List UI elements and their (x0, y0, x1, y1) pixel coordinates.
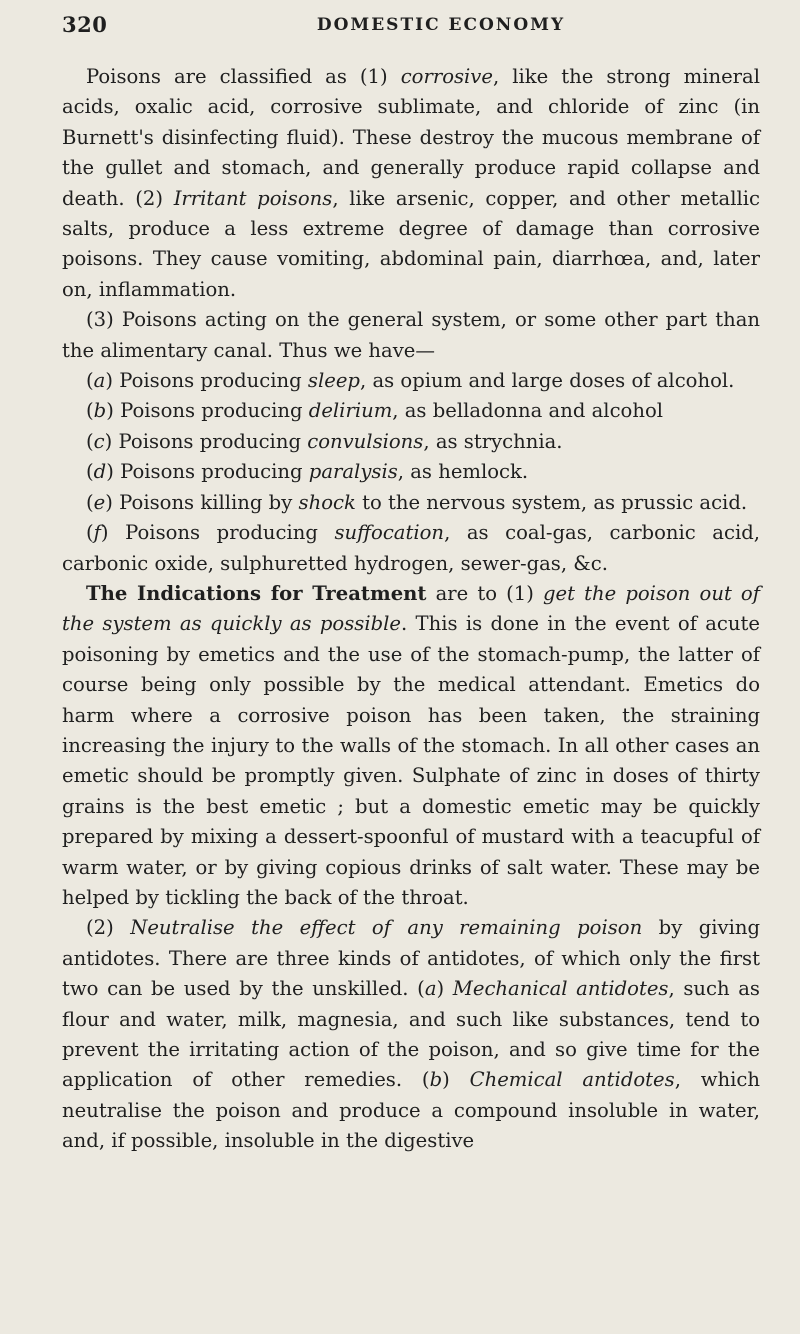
italic-term: sleep (307, 369, 360, 393)
text-run: Poisons are classified as (1) (86, 65, 401, 88)
text-run: , as coal-gas, carbonic acid, carbonic oxide, sulphuretted hydrogen, sewer-gas, &c. (62, 521, 761, 575)
text-run: ( (86, 429, 94, 453)
text-run: , as opium and large doses of alcohol. (359, 369, 735, 393)
item-letter: e (93, 490, 106, 514)
list-item-a (62, 366, 760, 396)
italic-term: Irritant poisons (173, 186, 333, 210)
text-run: to the nervous system, as prussic acid. (355, 490, 748, 514)
text-run: (2) (86, 916, 131, 940)
text-run: ) Poisons producing (105, 369, 308, 393)
text-run: , as hemlock. (397, 460, 529, 484)
text-run: , as strychnia. (423, 429, 563, 453)
item-letter: b (429, 1068, 443, 1092)
text-run: ( (86, 460, 94, 484)
italic-term: Chemical antidotes (469, 1068, 675, 1092)
page-number: 320 (62, 12, 108, 37)
text-run: ) Poisons producing (106, 460, 309, 484)
item-letter: b (93, 399, 107, 423)
running-head: DOMESTIC ECONOMY (316, 15, 566, 35)
item-letter: a (93, 369, 106, 393)
italic-phrase: get the poison out of the system as quickly as possible (62, 581, 760, 636)
text-run: by giving antidotes. There are three kinds of antidotes, of which only the first two can be used by the unskilled. ( (62, 916, 760, 1001)
text-run: ( (86, 490, 94, 514)
item-letter: c (93, 429, 105, 453)
italic-term: suffocation (334, 521, 445, 545)
list-item-f (62, 518, 760, 579)
text-run: ) Poisons producing (104, 429, 308, 453)
text-run: , as belladonna and alcohol (392, 399, 664, 423)
paragraph-general-system (62, 305, 760, 366)
text-run: , like arsenic, copper, and other metallic salts, produce a less extreme degree of damage than corrosive poisons. They cause vomiting, abdominal pain, diarrhœa, and, later on, inflammation. (62, 186, 760, 301)
text-run: , like the strong mineral acids, oxalic acid, corrosive sublimate, and chloride of zinc (in Burnett's disinfecting fluid). These destroy the mucous membrane of the gullet and stomach, and generally produce rapid collapse and death. (2) (62, 65, 760, 210)
italic-term: convulsions (307, 429, 424, 453)
text-run: ( (86, 399, 94, 423)
italic-term: Mechanical antidotes (452, 977, 669, 1001)
list-item-b (62, 396, 760, 426)
body-text (62, 62, 760, 1157)
item-letter: a (424, 977, 437, 1001)
page-header (62, 0, 760, 62)
text-run: , which neutralise the poison and produce a compound insoluble in water, and, if possible, insoluble in the digestive (62, 1068, 760, 1153)
list-item-e (62, 488, 760, 518)
text-run: ) (436, 977, 453, 1001)
italic-term: delirium (308, 399, 393, 423)
item-letter: d (93, 460, 107, 484)
paragraph-classification (62, 62, 760, 305)
italic-term: paralysis (308, 460, 398, 484)
text-run: ( (86, 521, 94, 545)
text-run: ) Poisons producing (106, 399, 309, 423)
text-run: ) (442, 1068, 470, 1092)
italic-phrase: Neutralise the effect of any remaining poison (130, 916, 643, 940)
text-run: . This is done in the event of acute poisoning by emetics and the use of the stomach-pump, the latter of course being only possible by the medical attendant. Emetics do harm where a corrosive poison has been taken, the straining increasing the injury to the walls of the stomach. In all other cases an emetic should be promptly given. Sulphate of zinc in doses of thirty grains is the best emetic ; but a domestic emetic may be quickly prepared by mixing a dessert-spoonful of mustard with a teacupful of warm water, or by giving copious drinks of salt water. These may be helped by tickling the back of the throat. (62, 612, 760, 909)
text-run: ( (86, 369, 94, 393)
text-run: , such as flour and water, milk, magnesia, and such like substances, tend to prevent the irritating action of the poison, and so give time for the application of other remedies. ( (62, 977, 760, 1092)
section-heading: The Indications for Treatment (86, 581, 427, 605)
italic-term: corrosive (400, 65, 493, 88)
text-run: ) Poisons killing by (105, 490, 299, 514)
list-item-d (62, 457, 760, 487)
text-run: ) Poisons producing (100, 521, 335, 545)
text-run: are to (1) (426, 581, 543, 605)
italic-term: shock (298, 490, 356, 514)
paragraph-treatment (62, 579, 760, 913)
list-item-c (62, 427, 760, 457)
text-run: (3) Poisons acting on the general system, or some other part than the alimentary canal. Thus we have— (62, 308, 760, 362)
paragraph-antidotes (62, 913, 760, 1156)
item-letter: f (93, 521, 101, 545)
